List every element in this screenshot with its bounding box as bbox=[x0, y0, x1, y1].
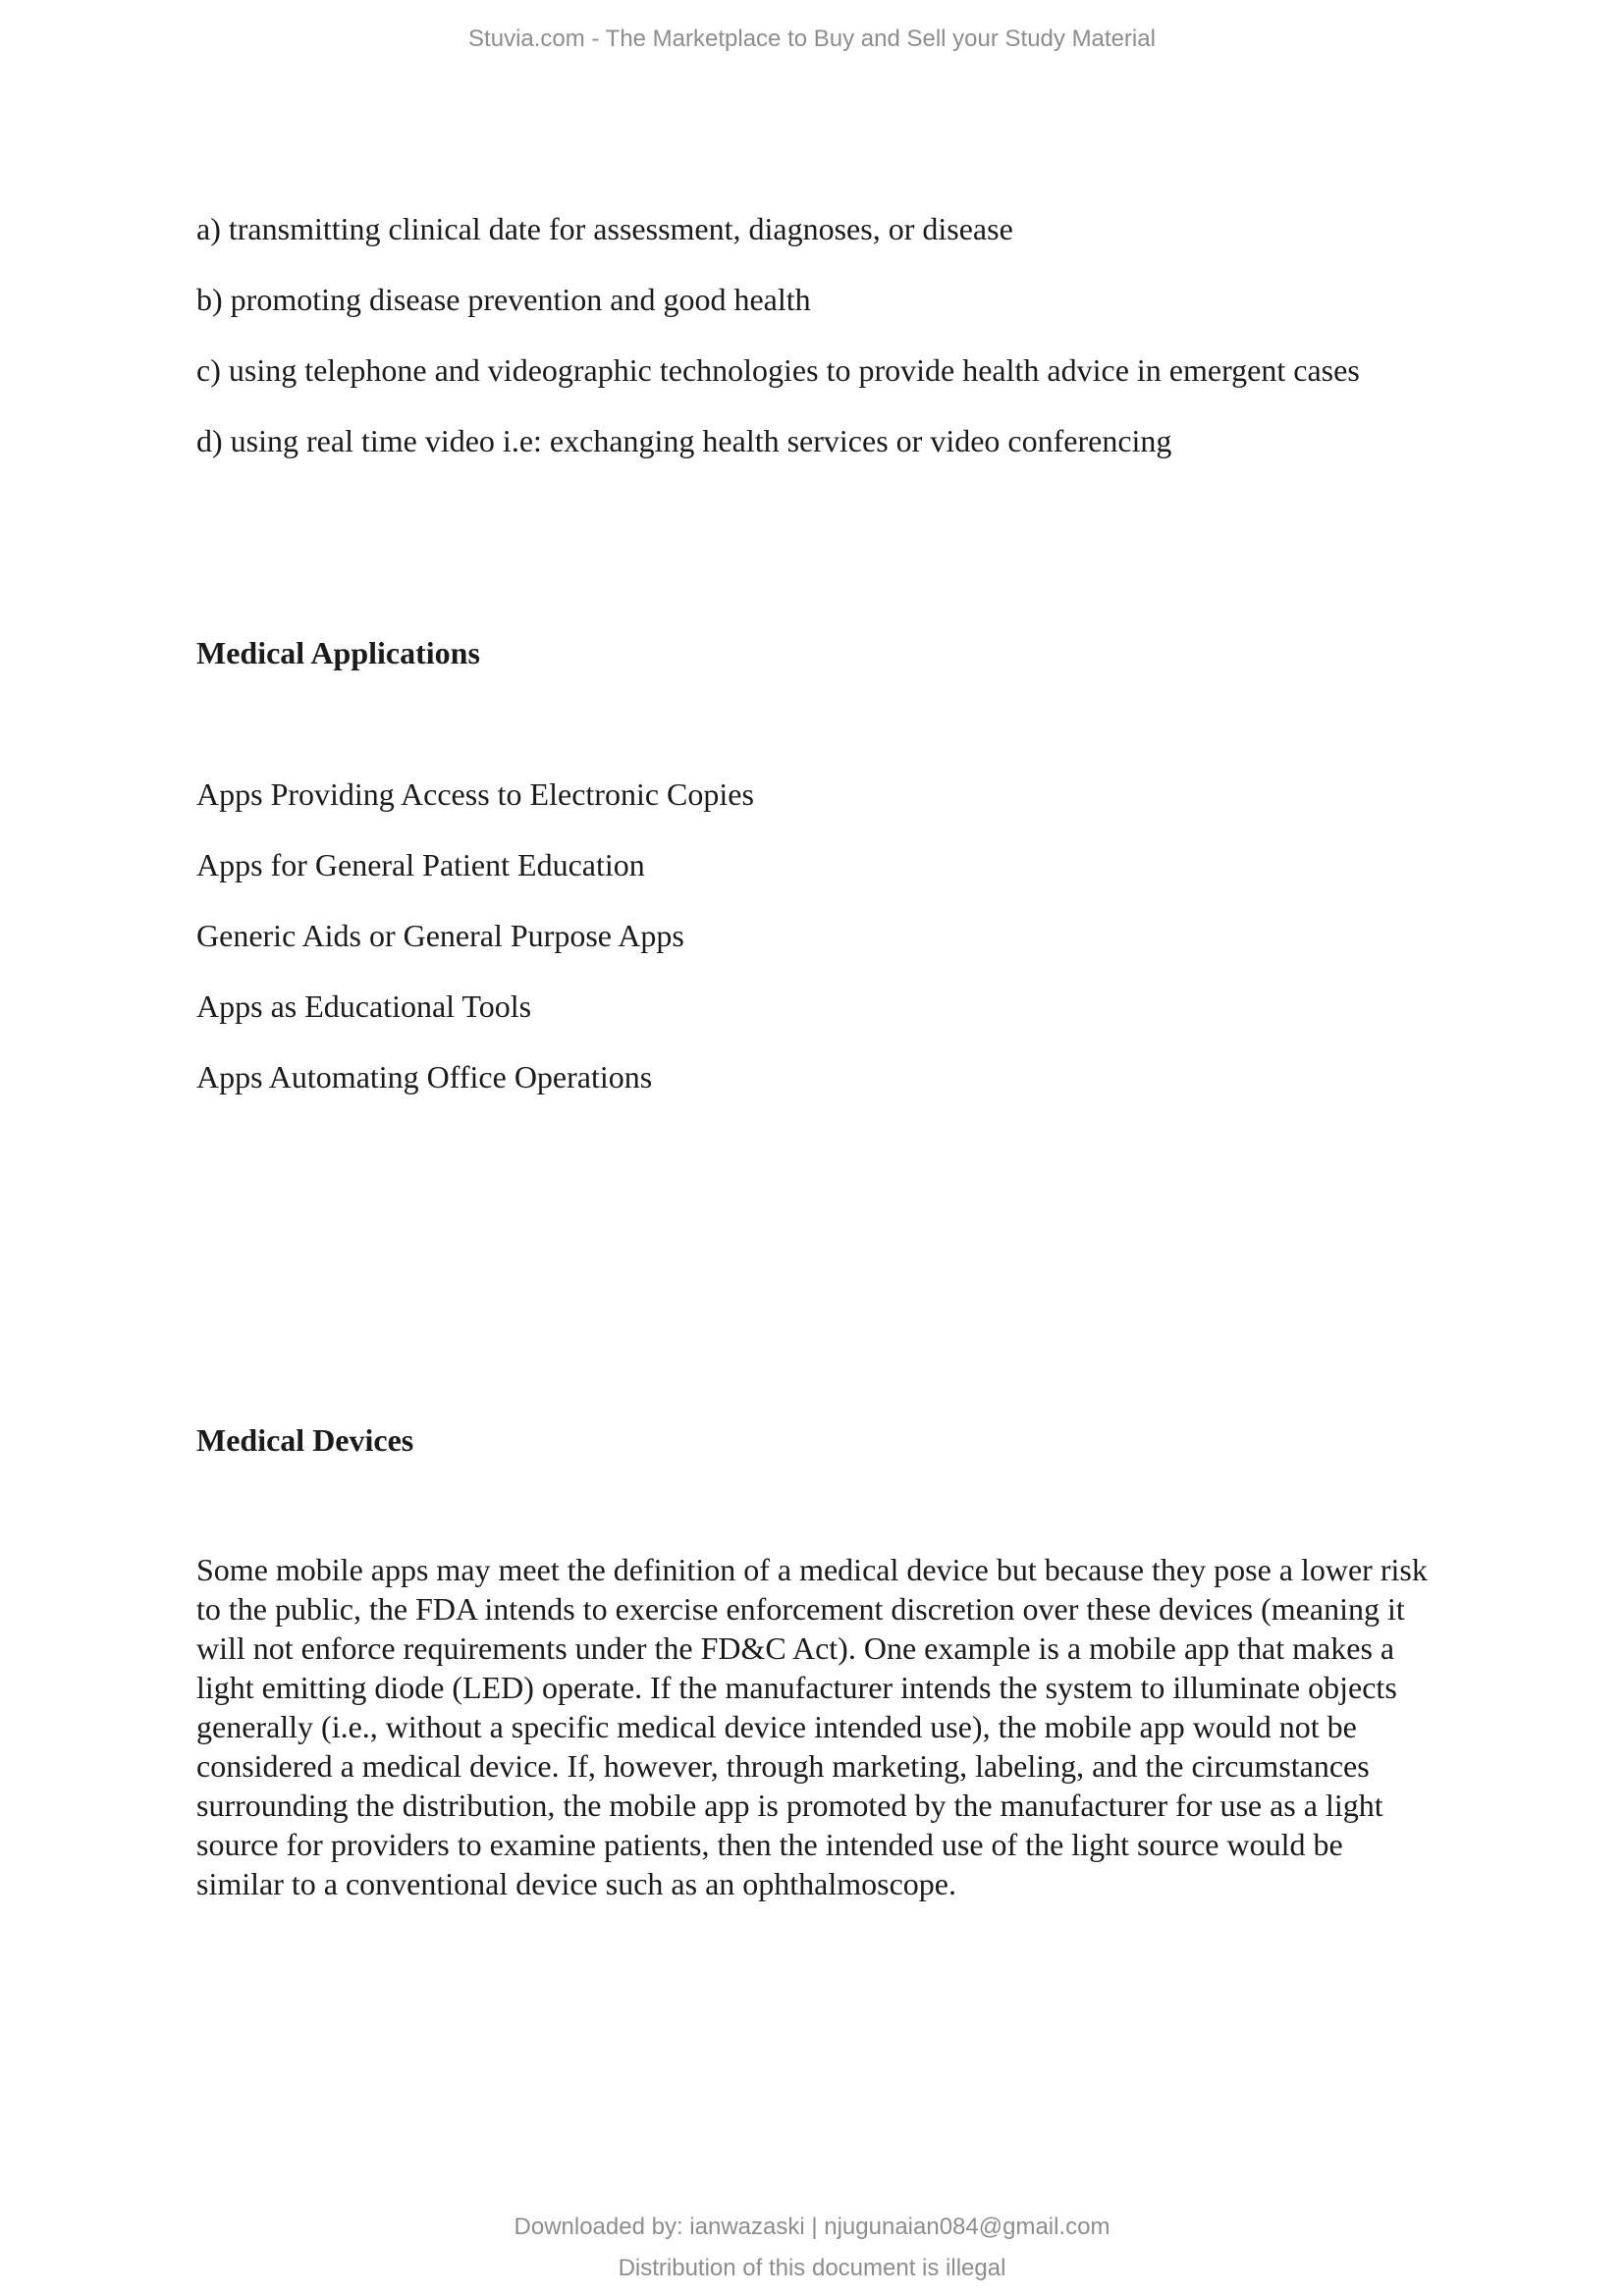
document-content bbox=[196, 209, 1435, 1903]
footer-illegal-notice: Distribution of this document is illegal bbox=[618, 2255, 1006, 2281]
heading-medical-devices: Medical Devices bbox=[196, 1422, 414, 1458]
list-item-patient-education: Apps for General Patient Education bbox=[196, 847, 645, 882]
list-item-office-operations: Apps Automating Office Operations bbox=[196, 1059, 653, 1095]
footer-downloaded-by: Downloaded by: ianwazaski | njugunaian084@gmail.com bbox=[514, 2214, 1110, 2240]
option-d: d) using real time video i.e: exchanging health services or video conferencing bbox=[196, 423, 1172, 458]
option-b: b) promoting disease prevention and good health bbox=[196, 282, 811, 317]
page-footer bbox=[0, 2215, 1624, 2296]
option-a: a) transmitting clinical date for assessment, diagnoses, or disease bbox=[196, 211, 1013, 246]
stuvia-header: Stuvia.com - The Marketplace to Buy and Sell your Study Material bbox=[468, 26, 1156, 52]
list-item-generic-aids: Generic Aids or General Purpose Apps bbox=[196, 918, 684, 953]
list-item-electronic-copies: Apps Providing Access to Electronic Copies bbox=[196, 776, 754, 812]
medical-devices-paragraph: Some mobile apps may meet the definition of a medical device but because they pose a lower risk to the public, the FDA intends to exercise enforcement discretion over these devices (meaning it will not enforce requirements under the FD&C Act). One example is a mobile app that makes a light emitting diode (LED) operate. If the manufacturer intends the system to illuminate objects generally (i.e., without a specific medical device intended use), the mobile app would not be considered a medical device. If, however, through marketing, labeling, and the circumstances surrounding the distribution, the mobile app is promoted by the manufacturer for use as a light source for providers to examine patients, then the intended use of the light source would be similar to a conventional device such as an ophthalmoscope. bbox=[196, 1552, 1428, 1901]
list-item-educational-tools: Apps as Educational Tools bbox=[196, 988, 532, 1024]
option-c: c) using telephone and videographic technologies to provide health advice in emergent cases bbox=[196, 352, 1360, 388]
heading-medical-applications: Medical Applications bbox=[196, 635, 480, 670]
